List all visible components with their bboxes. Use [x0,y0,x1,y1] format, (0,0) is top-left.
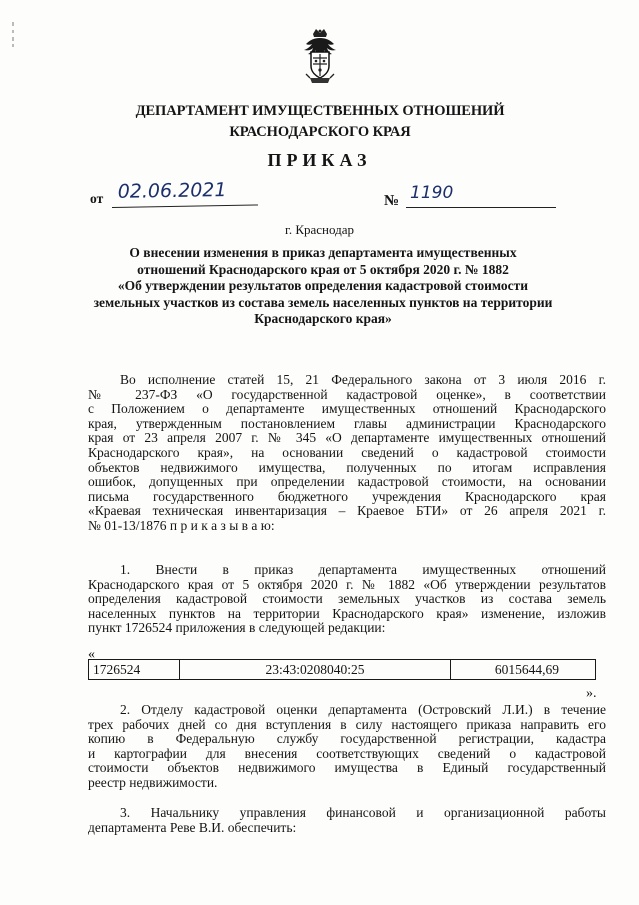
table-cell-item-number: 1726524 [89,660,180,680]
subject-line: земельных участков из состава земель населенных пунктов на территории [93,294,553,310]
order-subject [88,245,558,328]
item-1-line: пункт 1726524 приложения в следующей редакции: [88,620,386,636]
item-1-line: определения кадастровой стоимости земельных участков из состава земель [88,591,606,607]
department-name-line2: КРАСНОДАРСКОГО КРАЯ [229,124,411,140]
subject-line: отношений Краснодарского края от 5 октября 2020 г. № 1882 [137,261,509,277]
preamble-line: ошибок, допущенных при определении кадастровой стоимости, на основании [88,474,606,490]
coat-of-arms-icon [298,28,342,84]
subject-line: О внесении изменения в приказ департамента имущественных [129,245,517,260]
date-label: от [90,191,104,206]
quote-close-mark: ». [586,686,597,701]
table-cell-cadastral-value: 6015644,69 [451,660,596,680]
number-label: № [384,193,400,209]
table-cell-cadastral-number: 23:43:0208040:25 [180,660,451,680]
preamble-line: объектов недвижимого имущества, полученных по итогам исправления [88,459,606,475]
item-1-line: 1. Внести в приказ департамента имущественных отношений [120,562,606,577]
document-title: ПРИКАЗ [267,150,372,170]
item-2-paragraph [88,703,606,791]
department-name-line1: ДЕПАРТАМЕНТ ИМУЩЕСТВЕННЫХ ОТНОШЕНИЙ [135,103,505,119]
preamble-line: № 01-13/1876 п р и к а з ы в а ю: [88,517,275,533]
preamble-line: письма государственного бюджетного учреждения Краснодарского края [88,488,606,504]
order-number-handwritten: 1190 [406,183,556,208]
item-2-line: реестр недвижимости. [88,774,218,790]
preamble-line: № 237-ФЗ «О государственной кадастровой оценке», в соответствии [88,386,606,402]
cadastral-value-table [88,659,596,680]
subject-line: «Об утверждении результатов определения кадастровой стоимости [117,278,529,293]
scan-artifact-icon [10,22,18,48]
item-2-line: трех рабочих дней со дня вступления в силу настоящего приказа направить его [88,716,606,732]
preamble-line: «Краевая техническая инвентаризация – Краевое БТИ» от 26 апреля 2021 г. [88,503,606,519]
item-2-line: 2. Отделу кадастровой оценки департамента (Островский Л.И.) в течение [120,702,606,717]
date-value-handwritten: 02.06.2021 [112,178,258,208]
item-3-line: департамента Реве В.И. обеспечить: [88,819,297,835]
preamble-line: с Положением о департаменте имущественных отношений Краснодарского [88,401,606,417]
item-2-line: копию в Федеральную службу государственной регистрации, кадастра [88,731,606,747]
preamble-line: Краснодарского края», на основании сведений о кадастровой стоимости [88,444,606,460]
item-1-line: Краснодарского края от 5 октября 2020 г. № 1882 «Об утверждении результатов [88,576,606,592]
subject-line: Краснодарского края» [254,311,392,326]
table-row [89,660,596,680]
preamble-paragraph [88,373,606,534]
preamble-line: Во исполнение статей 15, 21 Федерального закона от 3 июля 2016 г. [120,372,606,387]
item-2-line: и картографии для внесения соответствующих сведений о кадастровой [88,745,606,761]
item-3-paragraph [88,806,606,835]
item-1-line: населенных пунктов на территории Краснодарского края» изменение, изложив [88,605,606,621]
quote-open-mark: « [88,647,95,662]
city-line: г. Краснодар [284,222,355,237]
preamble-line: края от 23 апреля 2007 г. № 345 «О департаменте имущественных отношений [88,430,606,446]
preamble-line: края, утвержденным постановлением главы администрации Краснодарского [88,415,606,431]
item-2-line: стоимости объектов недвижимого имущества в Единый государственный [88,760,606,776]
item-3-line: 3. Начальнику управления финансовой и организационной работы [120,805,606,820]
item-1-paragraph [88,563,606,636]
